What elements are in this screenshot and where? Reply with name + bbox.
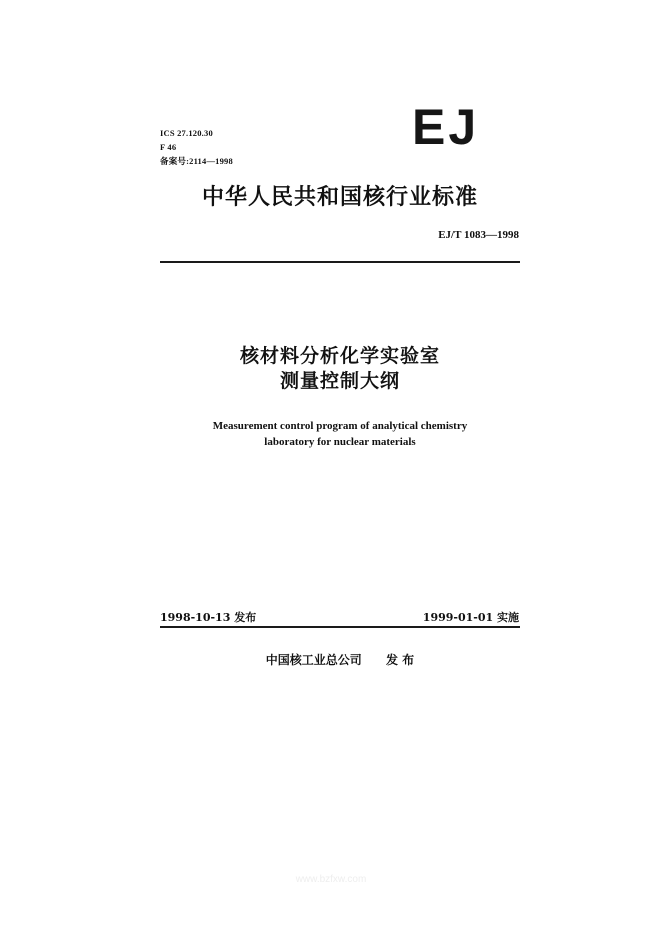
top-divider — [160, 261, 520, 263]
publish-date: 1998-10-13 发布 — [160, 611, 257, 624]
issuer-line — [160, 651, 520, 668]
effective-date: 1999-01-01 实施 — [422, 611, 519, 624]
english-title-line1: Measurement control program of analytical chemistry — [212, 420, 468, 432]
ej-logo: EJ — [412, 99, 480, 155]
standard-title: 中华人民共和国核行业标准 — [201, 185, 478, 210]
standard-number: EJ/T 1083—1998 — [438, 229, 519, 241]
document-title-line2: 测量控制大纲 — [279, 370, 400, 392]
ccs-code: F 46 — [160, 142, 177, 152]
issuer-action: 发 布 — [386, 653, 415, 667]
record-number: 备案号:2114—1998 — [160, 156, 233, 166]
watermark: www.bzfxw.com — [295, 874, 367, 885]
bottom-divider — [160, 626, 520, 628]
english-title-line2: laboratory for nuclear materials — [264, 436, 416, 448]
issuer-name: 中国核工业总公司 — [265, 653, 362, 667]
ics-code: ICS 27.120.30 — [160, 128, 213, 138]
document-title-line1: 核材料分析化学实验室 — [239, 345, 440, 367]
